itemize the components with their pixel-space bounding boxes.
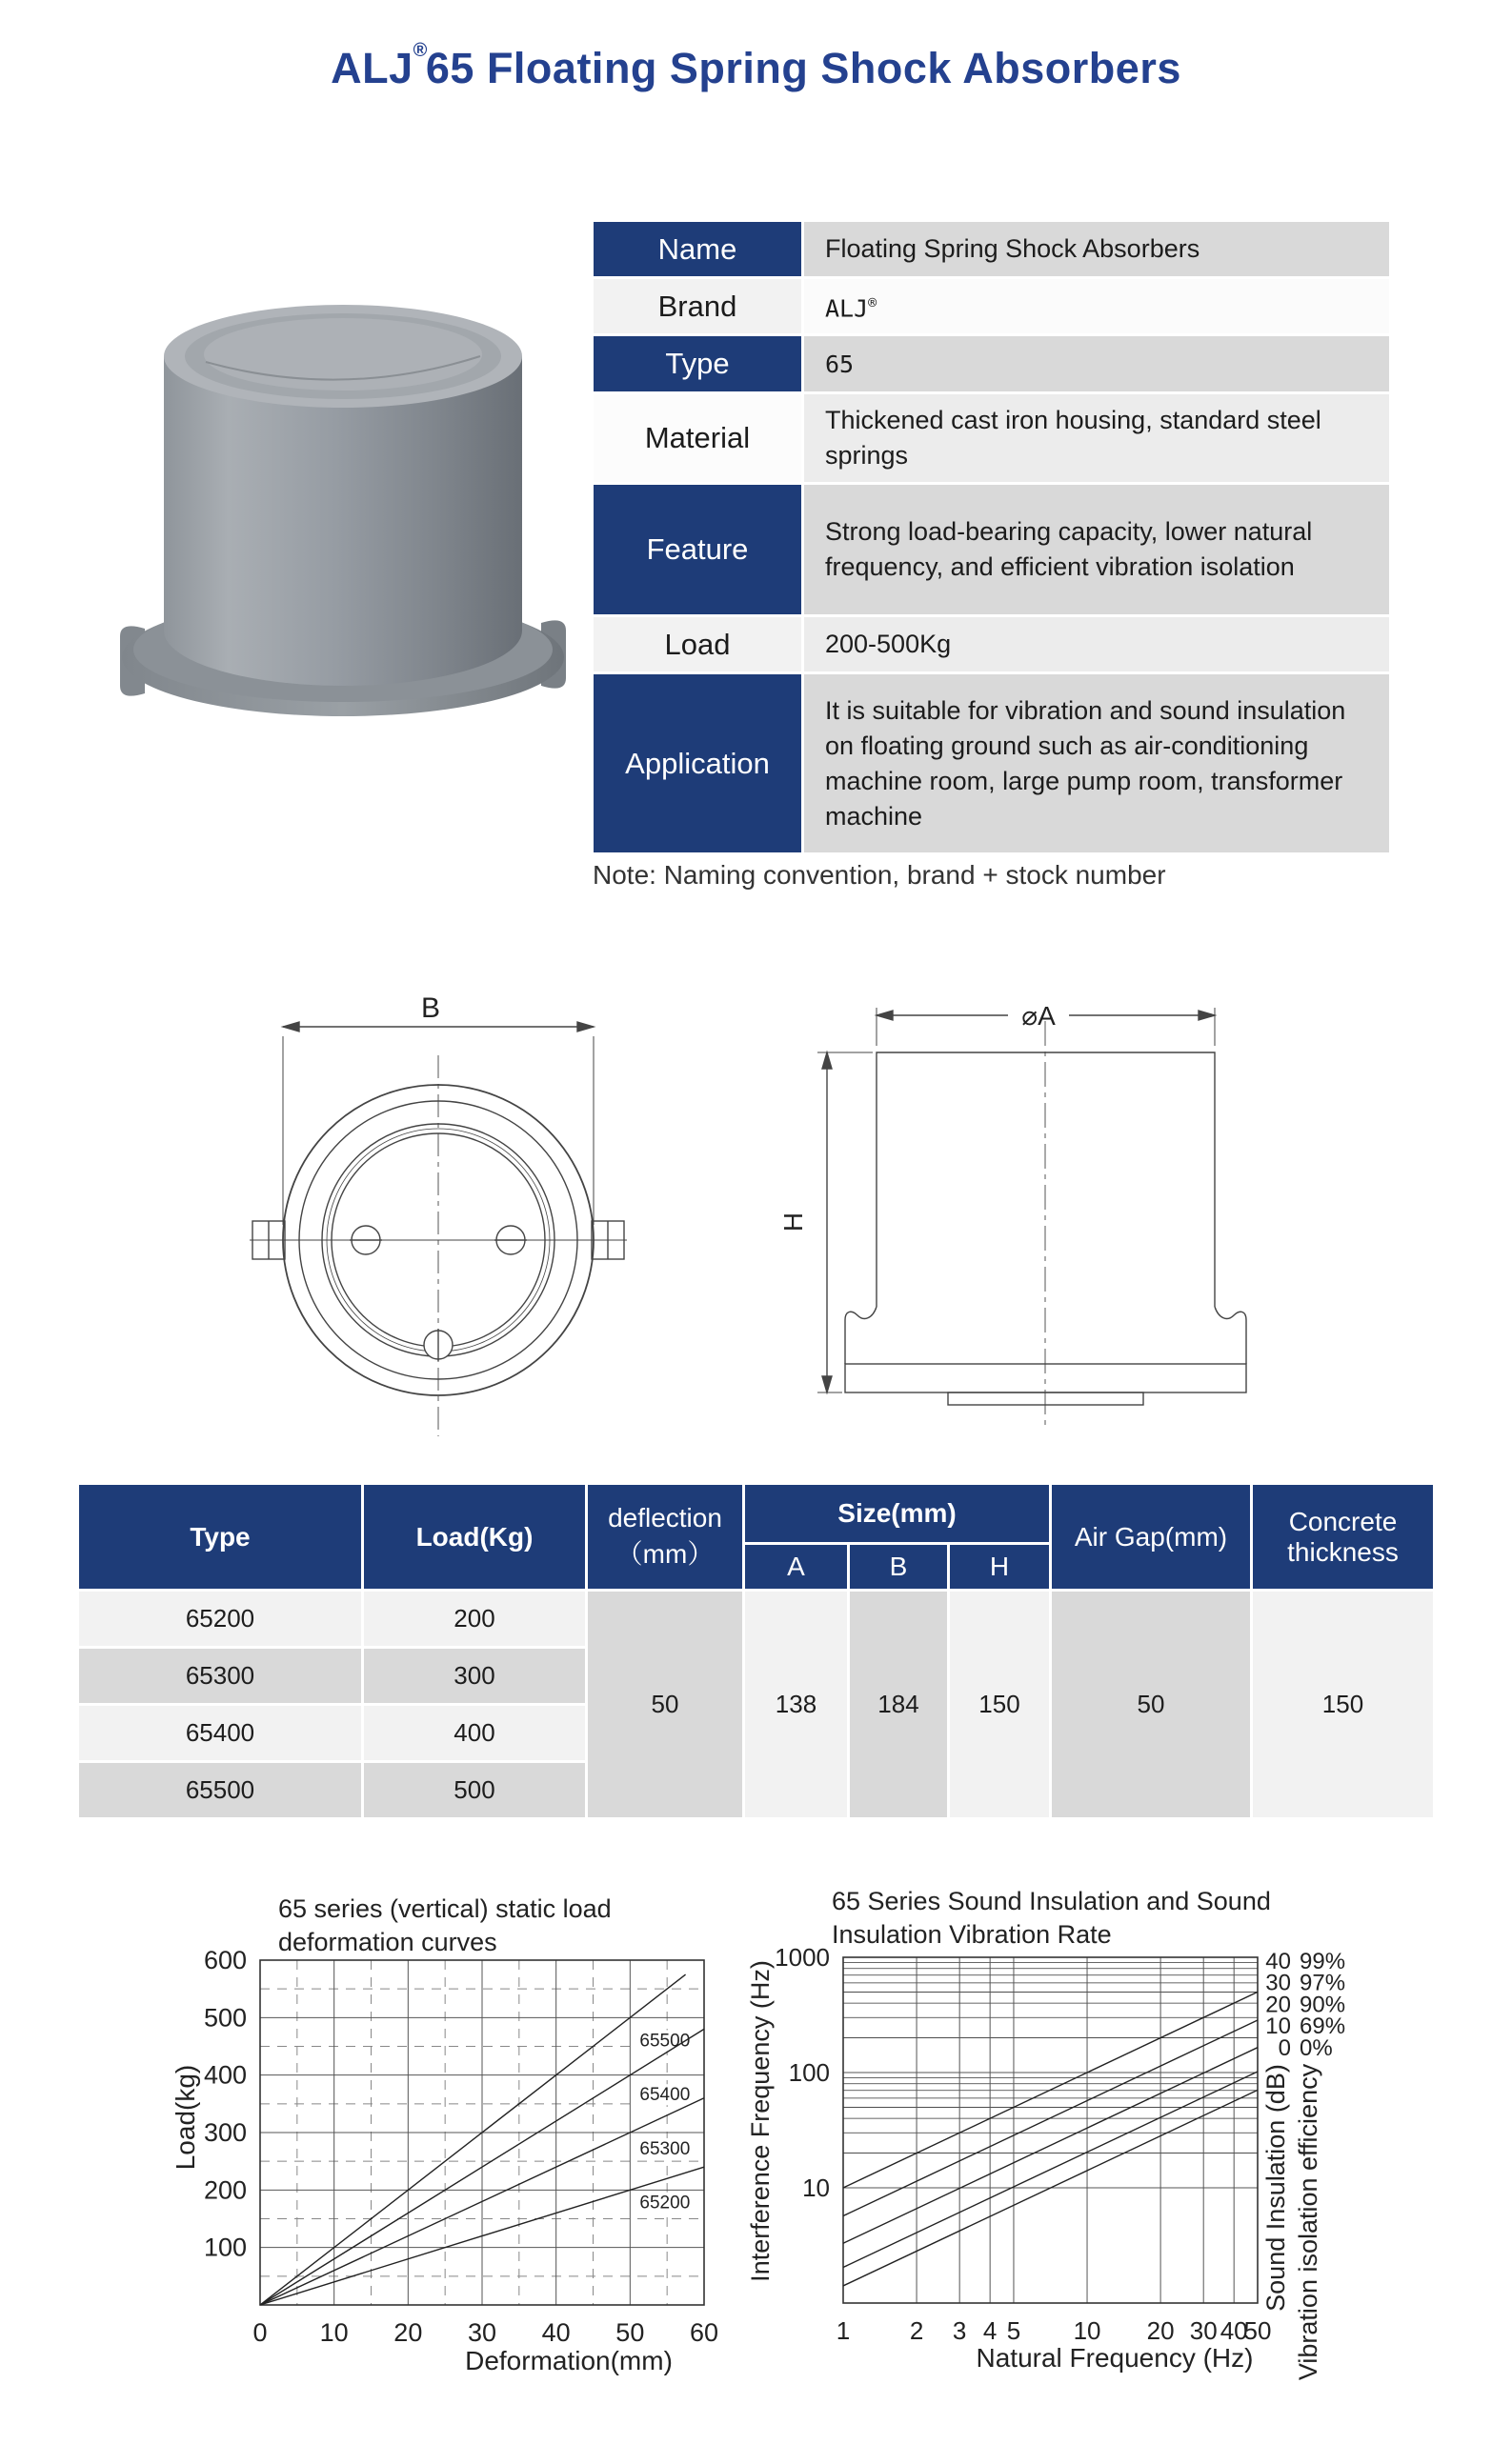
right-axis-label: Vibration isolation efficiency [1294, 2063, 1322, 2381]
cell-load: 500 [364, 1763, 585, 1817]
cell-type: 65300 [79, 1649, 361, 1703]
cell-size-b: 184 [850, 1592, 947, 1817]
chart-title: deformation curves [278, 1928, 497, 1956]
legend-db-value: 10 [1265, 2013, 1291, 2040]
y-tick-label: 100 [203, 2233, 247, 2262]
spec-label: Material [594, 394, 801, 482]
spec-value: ALJ® [804, 279, 1389, 333]
cell-type: 65400 [79, 1706, 361, 1760]
col-header-concrete: Concrete thickness [1253, 1485, 1433, 1589]
x-tick-label: 20 [1146, 2316, 1175, 2345]
spec-row [594, 394, 1389, 482]
y-tick-label: 200 [203, 2175, 247, 2205]
cell-concrete: 150 [1253, 1592, 1433, 1817]
y-tick-label: 1000 [775, 1943, 830, 1972]
legend-db-value: 30 [1265, 1970, 1291, 1996]
right-axis-label: Sound Insulation (dB) [1261, 2064, 1290, 2312]
col-header-b: B [850, 1545, 947, 1589]
x-tick-label: 0 [252, 2318, 268, 2347]
x-tick-label: 4 [982, 2316, 998, 2345]
spec-table [591, 219, 1392, 855]
x-tick-label: 50 [1243, 2316, 1272, 2345]
y-axis-label: Interference Frequency (Hz) [746, 1960, 775, 2282]
x-axis-label: Natural Frequency (Hz) [976, 2343, 1254, 2373]
cell-size-a: 138 [745, 1592, 847, 1817]
x-tick-label: 40 [541, 2318, 571, 2347]
y-tick-label: 100 [788, 2058, 830, 2087]
chart-title: 65 Series Sound Insulation and Sound [832, 1891, 1271, 1915]
spec-label: Type [594, 336, 801, 391]
legend-efficiency-value: 90% [1300, 1992, 1346, 2018]
col-header-airgap: Air Gap(mm) [1052, 1485, 1250, 1589]
spec-value: 65 [804, 336, 1389, 391]
page-title [0, 40, 1512, 93]
dimension-h-label: H [778, 1212, 808, 1232]
y-axis-label: Load(kg) [171, 2064, 200, 2171]
legend-efficiency-value: 0% [1300, 2034, 1333, 2061]
legend-db-value: 20 [1265, 1992, 1291, 2018]
col-header-size: Size(mm) [745, 1485, 1049, 1542]
x-tick-label: 20 [393, 2318, 423, 2347]
col-header-load: Load(Kg) [364, 1485, 585, 1589]
cell-type: 65200 [79, 1592, 361, 1646]
spec-row [594, 617, 1389, 671]
spec-label: Feature [594, 485, 801, 614]
spec-label: Load [594, 617, 801, 671]
chart1-svg [133, 1891, 762, 2462]
x-tick-label: 30 [467, 2318, 497, 2347]
cell-load: 200 [364, 1592, 585, 1646]
spec-label: Application [594, 674, 801, 852]
size-table-header-row [79, 1485, 1433, 1542]
product-photo [105, 250, 581, 731]
series-label: 65500 [639, 2031, 691, 2052]
legend-db-value: 40 [1265, 1949, 1291, 1974]
chart-title: Insulation Vibration Rate [832, 1920, 1112, 1949]
x-tick-label: 5 [1006, 2316, 1021, 2345]
spec-value: Floating Spring Shock Absorbers [804, 222, 1389, 276]
dimension-b-label: B [420, 992, 441, 1024]
y-tick-label: 500 [203, 2003, 247, 2033]
deflection-line1: deflection [608, 1502, 722, 1532]
y-tick-label: 300 [203, 2118, 247, 2147]
naming-note: Note: Naming convention, brand + stock number [593, 860, 1166, 890]
legend-efficiency-value: 97% [1300, 1970, 1346, 1996]
y-tick-label: 10 [802, 2174, 830, 2202]
x-tick-label: 2 [909, 2316, 924, 2345]
x-tick-label: 10 [1073, 2316, 1101, 2345]
series-label: 65300 [639, 2138, 691, 2159]
sound-insulation-chart [734, 1891, 1510, 2464]
x-tick-label: 30 [1189, 2316, 1218, 2345]
x-tick-label: 50 [615, 2318, 645, 2347]
col-header-a: A [745, 1545, 847, 1589]
title-rest: 65 Floating Spring Shock Absorbers [425, 44, 1181, 92]
series-label: 65400 [639, 2085, 691, 2106]
legend-efficiency-value: 69% [1300, 2013, 1346, 2040]
cell-type: 65500 [79, 1763, 361, 1817]
x-tick-label: 3 [952, 2316, 967, 2345]
series-label: 65200 [639, 2193, 691, 2214]
x-tick-label: 60 [689, 2318, 719, 2347]
chart-title: 65 series (vertical) static load [278, 1894, 612, 1923]
brand-name: ALJ [331, 44, 413, 92]
spec-value: 200-500Kg [804, 617, 1389, 671]
series-line [843, 2048, 1258, 2244]
deflection-line2: （mm） [615, 1538, 715, 1569]
cell-load: 300 [364, 1649, 585, 1703]
dimension-a-label: ⌀A [1021, 1001, 1056, 1031]
x-tick-label: 10 [319, 2318, 349, 2347]
cell-airgap: 50 [1052, 1592, 1250, 1817]
col-header-type: Type [79, 1485, 361, 1589]
x-tick-label: 1 [836, 2316, 851, 2345]
series-line [843, 1992, 1258, 2188]
y-tick-label: 400 [203, 2060, 247, 2090]
series-line [843, 2072, 1258, 2268]
series-line [260, 1974, 686, 2305]
load-deformation-chart [133, 1891, 762, 2464]
col-header-deflection [588, 1485, 742, 1589]
spec-value: Strong load-bearing capacity, lower natural frequency, and efficient vibration isolation [804, 485, 1389, 614]
spec-row [594, 222, 1389, 276]
spec-value: Thickened cast iron housing, standard steel springs [804, 394, 1389, 482]
y-tick-label: 600 [203, 1946, 247, 1974]
x-axis-label: Deformation(mm) [465, 2346, 673, 2375]
legend-db-value: 0 [1278, 2034, 1291, 2061]
cell-load: 400 [364, 1706, 585, 1760]
spec-row [594, 336, 1389, 391]
col-header-h: H [950, 1545, 1049, 1589]
spec-label: Name [594, 222, 801, 276]
spec-label: Brand [594, 279, 801, 333]
x-tick-label: 40 [1220, 2316, 1248, 2345]
size-table [76, 1482, 1436, 1820]
spec-row [594, 279, 1389, 333]
side-view-drawing [753, 981, 1286, 1438]
cell-size-h: 150 [950, 1592, 1049, 1817]
registered-trademark-icon: ® [413, 40, 428, 61]
spec-row [594, 674, 1389, 852]
table-row [79, 1592, 1433, 1646]
legend-efficiency-value: 99% [1300, 1949, 1346, 1974]
spec-row [594, 485, 1389, 614]
top-view-drawing [248, 981, 629, 1457]
chart2-svg [734, 1891, 1510, 2462]
cell-deflection: 50 [588, 1592, 742, 1817]
spec-value: It is suitable for vibration and sound insulation on floating ground such as air-conditioning machine room, large pump room, transformer machine [804, 674, 1389, 852]
